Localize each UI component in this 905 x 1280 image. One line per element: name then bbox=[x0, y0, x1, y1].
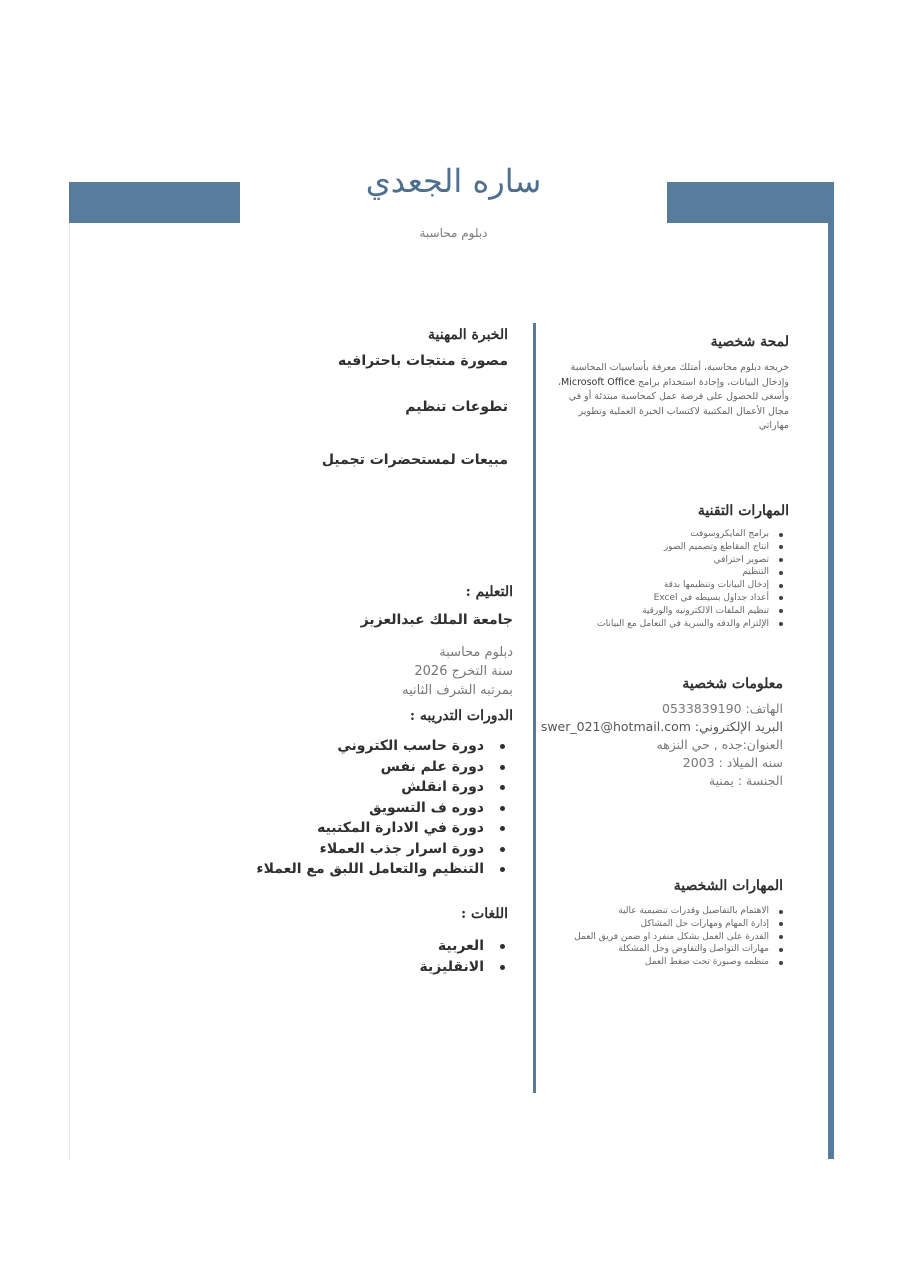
list-item: الإلتزام والدقه والسرية في التعامل مع البيانات bbox=[597, 618, 783, 631]
list-item: القدرة على العمل بشكل منفرد او ضمن فريق العمل bbox=[574, 931, 783, 944]
education-title: التعليم : bbox=[465, 584, 513, 600]
list-item: تصوير احترافي bbox=[597, 554, 783, 567]
experience-title: الخبرة المهنية bbox=[427, 327, 508, 343]
list-item: دورة انقلش bbox=[256, 777, 508, 798]
candidate-name: ساره الجعدي bbox=[365, 162, 542, 200]
personal-info-title: معلومات شخصية bbox=[682, 676, 783, 692]
column-divider bbox=[533, 323, 536, 1093]
education-details bbox=[402, 643, 513, 700]
birth-year-line: سنه الميلاد : 2003 bbox=[682, 755, 783, 770]
education-university: جامعة الملك عبدالعزيز bbox=[360, 612, 513, 628]
phone-line: الهاتف: 0533839190 bbox=[662, 701, 783, 716]
list-item: منظمه وصبورة تحت ضغط العمل bbox=[574, 956, 783, 969]
soft-skills-title: المهارات الشخصية bbox=[673, 878, 783, 894]
list-item: العربية bbox=[420, 936, 508, 957]
languages-list bbox=[420, 936, 508, 977]
experience-item: مصورة منتجات باحترافيه bbox=[337, 353, 508, 369]
candidate-subtitle: دبلوم محاسبة bbox=[419, 226, 488, 240]
technical-skills-title: المهارات التقنية bbox=[697, 503, 789, 519]
address-line: العنوان:جده , حي النزهه bbox=[656, 737, 783, 752]
languages-title: اللغات : bbox=[460, 906, 508, 922]
list-item: دورة حاسب الكتروني bbox=[256, 736, 508, 757]
list-item: إدارة المهام ومهارات حل المشاكل bbox=[574, 918, 783, 931]
header-bar-left bbox=[69, 182, 240, 223]
profile-text: خريجة دبلوم محاسبة، أمتلك معرفة بأساسيات المحاسبة وإدخال البيانات، وإجادة استخدام برامج Microsoft Office، وأسعى للحصول على فرصة عمل كمحاسبة مبتدئة أو في مجال الأعمال المكتبية لاكتساب الخبرة العملية وتطوير مهاراتي bbox=[557, 362, 789, 431]
experience-item: مبيعات لمستحضرات تجميل bbox=[321, 452, 508, 468]
email-line: البريد الإلكتروني: swer_021@hotmail.com bbox=[540, 719, 783, 734]
list-item: دورة في الادارة المكتبيه bbox=[256, 818, 508, 839]
soft-skills-list bbox=[574, 905, 783, 969]
list-item: الانقليزية bbox=[420, 957, 508, 978]
courses-title: الدورات التدريبه : bbox=[409, 708, 513, 724]
profile-highlight: Microsoft Office bbox=[561, 376, 635, 388]
header-bar-right bbox=[667, 182, 834, 223]
list-item: مهارات التواصل والتفاوض وحل المشكلة bbox=[574, 943, 783, 956]
list-item: انتاج المقاطع وتصميم الصور bbox=[597, 541, 783, 554]
courses-list bbox=[256, 736, 508, 880]
education-graduation: سنة التخرج 2026 bbox=[414, 664, 513, 679]
list-item: التنظيم bbox=[597, 566, 783, 579]
list-item: الاهتمام بالتفاصيل وقدرات تنضيمية عالية bbox=[574, 905, 783, 918]
list-item: إدخال البيانات وتنظيمها بدقة bbox=[597, 579, 783, 592]
left-border-rail bbox=[69, 223, 70, 1159]
list-item: دوره ف التسويق bbox=[256, 798, 508, 819]
education-degree: دبلوم محاسبة bbox=[439, 645, 513, 660]
technical-skills-list bbox=[597, 528, 783, 630]
personal-info-list bbox=[541, 700, 783, 790]
list-item: دورة علم نفس bbox=[256, 757, 508, 778]
list-item: التنظيم والتعامل اللبق مع العملاء bbox=[256, 859, 508, 880]
list-item: أعداد جداول بسيطه في Excel bbox=[597, 592, 783, 605]
right-border-rail bbox=[828, 223, 834, 1159]
profile-title: لمحة شخصية bbox=[710, 334, 789, 350]
list-item: تنظيم الملفات الالكترونيه والورقية bbox=[597, 605, 783, 618]
experience-item: تطوعات تنظيم bbox=[405, 399, 508, 415]
education-honors: بمرتبه الشرف الثانيه bbox=[402, 683, 513, 698]
nationality-line: الجنسة : يمنية bbox=[708, 773, 783, 788]
list-item: دورة اسرار جذب العملاء bbox=[256, 839, 508, 860]
list-item: برامج المايكروسوفت bbox=[597, 528, 783, 541]
